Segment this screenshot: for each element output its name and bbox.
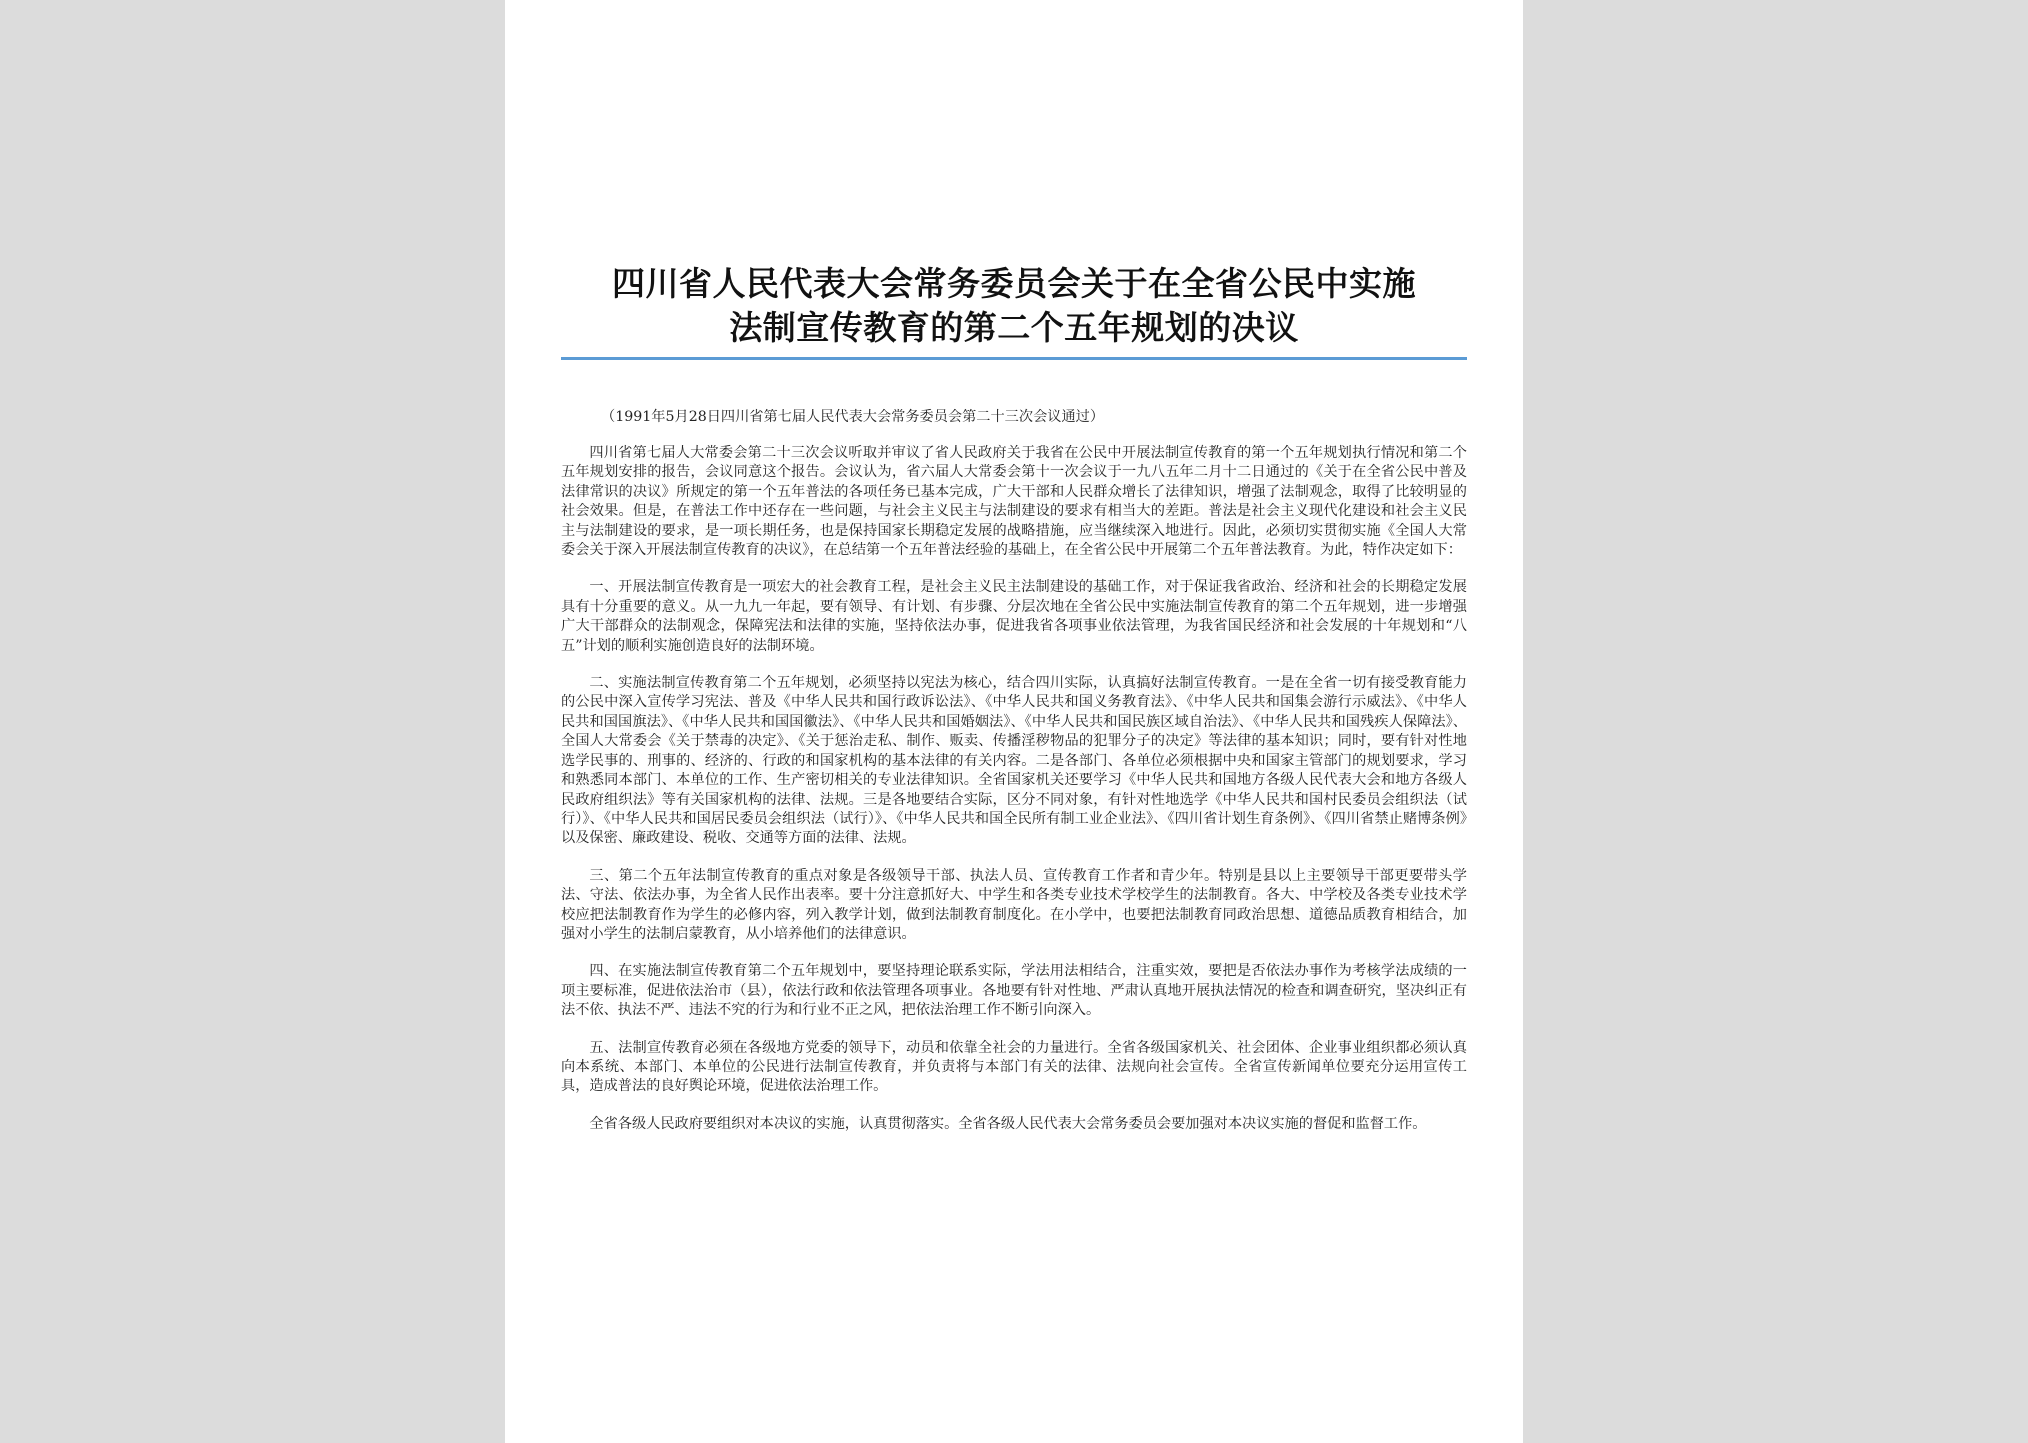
paragraph-closing: 全省各级人民政府要组织对本决议的实施，认真贯彻落实。全省各级人民代表大会常务委员会要加强对本决议实施的督促和监督工作。 [589,1115,1427,1132]
paragraph-preamble: 四川省第七届人大常委会第二十三次会议听取并审议了省人民政府关于我省在公民中开展法制宣传教育的第一个五年规划执行情况和第二个五年规划安排的报告，会议同意这个报告。会议认为，省六届人大常委会第十一次会议于一九八五年二月十二日通过的《关于在全省公民中普及法律常识的决议》所规定的第一个五年普法的各项任务已基本完成，广大干部和人民群众增长了法律知识，增强了法制观念，取得了比较明显的社会效果。但是，在普法工作中还存在一些问题，与社会主义民主与法制建设的要求有相当大的差距。普法是社会主义现代化建设和社会主义民主与法制建设的要求，是一项长期任务，也是保持国家长期稳定发展的战略措施，应当继续深入地进行。因此，必须切实贯彻实施《全国人大常委会关于深入开展法制宣传教育的决议》，在总结第一个五年普法经验的基础上，在全省公民中开展第二个五年普法教育。为此，特作决定如下： [561,445,1467,559]
paragraph-4: 四、在实施法制宣传教育第二个五年规划中，要坚持理论联系实际，学法用法相结合，注重实效，要把是否依法办事作为考核学法成绩的一项主要标准，促进依法治市（县），依法行政和依法管理各项事业。各地要有针对性地、严肃认真地开展执法情况的检查和调查研究，坚决纠正有法不依、执法不严、违法不究的行为和行业不正之风，把依法治理工作不断引向深入。 [561,963,1467,1019]
title-line-2: 法制宣传教育的第二个五年规划的决议 [729,308,1299,347]
paragraph-1: 一、开展法制宣传教育是一项宏大的社会教育工程，是社会主义民主法制建设的基础工作，对于保证我省政治、经济和社会的长期稳定发展具有十分重要的意义。从一九九一年起，要有领导、有计划、有步骤、分层次地在全省公民中实施法制宣传教育的第二个五年规划，进一步增强广大干部群众的法制观念，保障宪法和法律的实施，坚持依法办事，促进我省各项事业依法管理，为我省国民经济和社会发展的十年规划和“八五”计划的顺利实施创造良好的法制环境。 [561,579,1467,654]
paragraph-5: 五、法制宣传教育必须在各级地方党委的领导下，动员和依靠全社会的力量进行。全省各级国家机关、社会团体、企业事业组织都必须认真向本系统、本部门、本单位的公民进行法制宣传教育，并负责将与本部门有关的法律、法规向社会宣传。全省宣传新闻单位要充分运用宣传工具，造成普法的良好舆论环境，促进依法治理工作。 [561,1039,1467,1095]
title-divider [561,357,1467,360]
document-page [505,0,1523,1443]
document-body [561,444,1467,1152]
document-subtitle: （1991年5月28日四川省第七届人民代表大会常务委员会第二十三次会议通过） [601,409,1105,425]
title-line-1: 四川省人民代表大会常务委员会关于在全省公民中实施 [612,264,1416,303]
document-title [561,262,1467,350]
paragraph-3: 三、第二个五年法制宣传教育的重点对象是各级领导干部、执法人员、宣传教育工作者和青少年。特别是县以上主要领导干部更要带头学法、守法、依法办事，为全省人民作出表率。要十分注意抓好大、中学生和各类专业技术学校学生的法制教育。各大、中学校及各类专业技术学校应把法制教育作为学生的必修内容，列入教学计划，做到法制教育制度化。在小学中，也要把法制教育同政治思想、道德品质教育相结合，加强对小学生的法制启蒙教育，从小培养他们的法律意识。 [561,867,1467,942]
paragraph-2: 二、实施法制宣传教育第二个五年规划，必须坚持以宪法为核心，结合四川实际，认真搞好法制宣传教育。一是在全省一切有接受教育能力的公民中深入宣传学习宪法、普及《中华人民共和国行政诉讼法》、《中华人民共和国义务教育法》、《中华人民共和国集会游行示威法》、《中华人民共和国国旗法》、《中华人民共和国国徽法》、《中华人民共和国婚姻法》、《中华人民共和国民族区域自治法》、《中华人民共和国残疾人保障法》、全国人大常委会《关于禁毒的决定》、《关于惩治走私、制作、贩卖、传播淫秽物品的犯罪分子的决定》等法律的基本知识；同时，要有针对性地选学民事的、刑事的、经济的、行政的和国家机构的基本法律的有关内容。二是各部门、各单位必须根据中央和国家主管部门的规划要求，学习和熟悉同本部门、本单位的工作、生产密切相关的专业法律知识。全省国家机关还要学习《中华人民共和国地方各级人民代表大会和地方各级人民政府组织法》等有关国家机构的法律、法规。三是各地要结合实际，区分不同对象，有针对性地选学《中华人民共和国村民委员会组织法（试行）》、《中华人民共和国居民委员会组织法（试行）》、《中华人民共和国全民所有制工业企业法》、《四川省计划生育条例》、《四川省禁止赌博条例》以及保密、廉政建设、税收、交通等方面的法律、法规。 [561,675,1467,847]
